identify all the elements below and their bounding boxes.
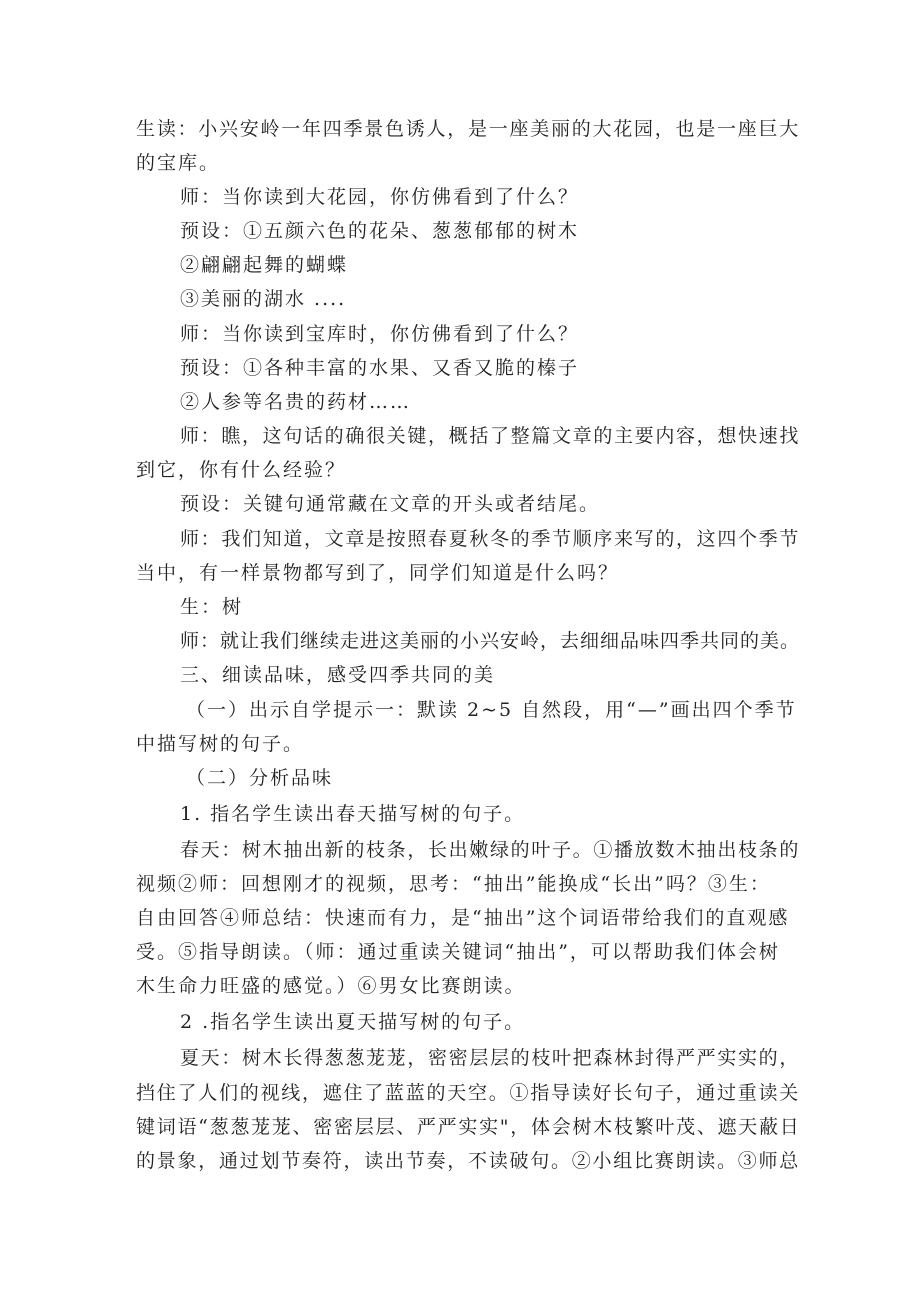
text-line: ②翩翩起舞的蝴蝶 — [180, 254, 349, 276]
text-line: 自由回答④师总结：快速而有力，是“抽出”这个词语带给我们的直观感 — [136, 907, 790, 929]
text-line: 2 .指名学生读出夏天描写树的句子。 — [180, 1011, 526, 1033]
section-heading: 三、细读品味，感受四季共同的美 — [180, 664, 496, 686]
text-line: 中描写树的句子。 — [136, 733, 305, 755]
text-line: 师：就让我们继续走进这美丽的小兴安岭，去细细品味四季共同的美。 — [180, 630, 801, 652]
text-line: ③美丽的湖水 .... — [180, 288, 347, 310]
text-line: 预设：①各种丰富的水果、又香又脆的榛子 — [180, 357, 580, 379]
text-line: 的宝库。 — [136, 152, 221, 174]
text-line: 视频②师：回想刚才的视频，思考：“抽出”能换成“长出”吗？③生： — [136, 873, 771, 895]
text-line: 师：当你读到宝库时，你仿佛看到了什么？ — [180, 323, 580, 345]
text-line: 师：当你读到大花园，你仿佛看到了什么？ — [180, 186, 580, 208]
text-line: 师：瞧，这句话的确很关键，概括了整篇文章的主要内容，想快速找 — [180, 425, 801, 447]
text-line: 键词语“葱葱茏茏、密密层层、严严实实"，体会树木枝繁叶茂、遮天蔽日 — [136, 1116, 801, 1138]
text-line: 木生命力旺盛的感觉。）⑥男女比赛朗读。 — [136, 975, 526, 997]
text-line: 当中，有一样景物都写到了，同学们知道是什么吗？ — [136, 562, 620, 584]
text-line: 生：树 — [180, 596, 244, 618]
text-line: 预设：关键句通常藏在文章的开头或者结尾。 — [180, 493, 601, 515]
text-line: 生读：小兴安岭一年四季景色诱人，是一座美丽的大花园，也是一座巨大 — [136, 118, 801, 140]
text-line: （一）出示自学提示一：默读 2~5 自然段，用“—”画出四个季节 — [186, 699, 797, 721]
text-line: 的景象，通过划节奏符，读出节奏，不读破句。②小组比赛朗读。③师总 — [136, 1150, 801, 1172]
text-line: 预设：①五颜六色的花朵、葱葱郁郁的树木 — [180, 220, 580, 242]
text-line: 挡住了人们的视线，遮住了蓝蓝的天空。①指导读好长句子，通过重读关 — [136, 1082, 801, 1104]
text-line: 春天：树木抽出新的枝条，长出嫩绿的叶子。①播放数木抽出枝条的 — [180, 839, 801, 861]
text-line: 1. 指名学生读出春天描写树的句子。 — [180, 803, 526, 825]
text-line: 到它，你有什么经验？ — [136, 459, 347, 481]
text-line: 夏天：树木长得葱葱茏茏，密密层层的枝叶把森林封得严严实实的， — [180, 1047, 801, 1069]
text-line: ②人参等名贵的药材…… — [180, 391, 412, 413]
subsection-heading: （二）分析品味 — [186, 767, 334, 789]
text-line: 受。⑤指导朗读。（师：通过重读关键词“抽出”，可以帮助我们体会树 — [136, 941, 780, 963]
text-line: 师：我们知道，文章是按照春夏秋冬的季节顺序来写的，这四个季节 — [180, 528, 801, 550]
